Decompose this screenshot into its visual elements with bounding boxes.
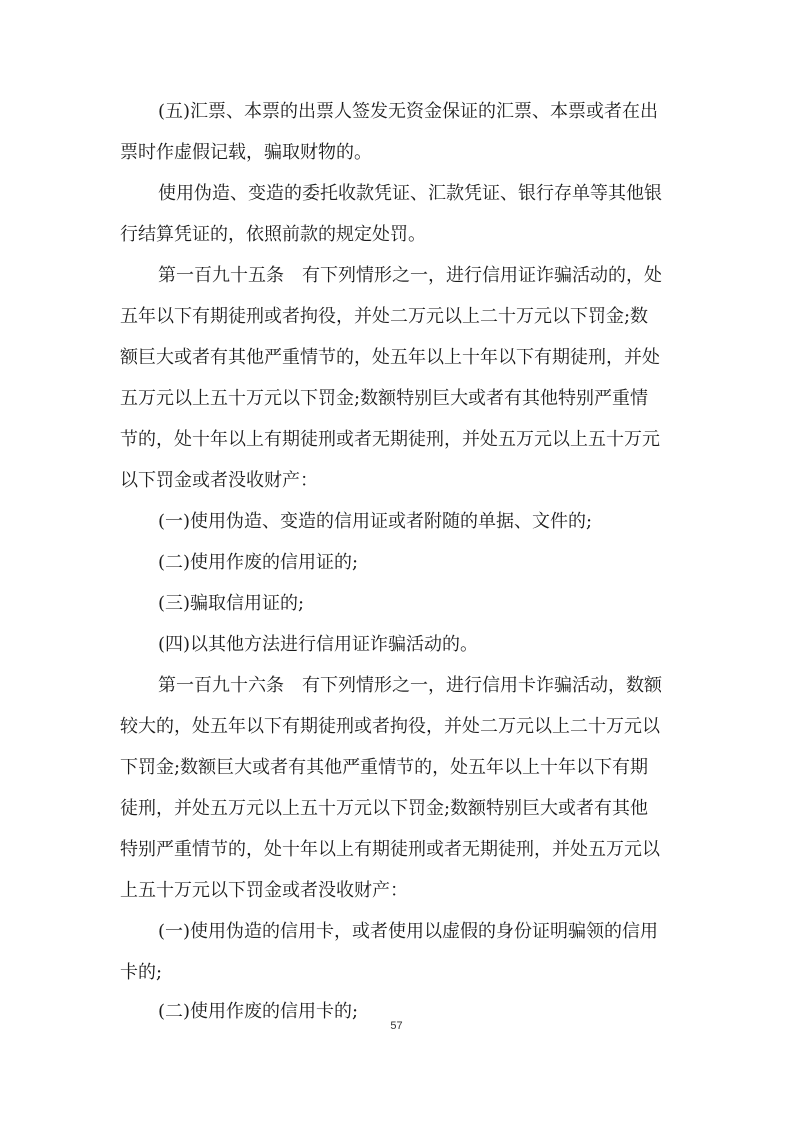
text-line: 下罚金;数额巨大或者有其他严重情节的，处五年以上十年以下有期 [120,757,649,778]
text-line: 额巨大或者有其他严重情节的，处五年以上十年以下有期徒刑，并处 [120,347,660,368]
text-line: 特别严重情节的，处十年以上有期徒刑或者无期徒刑，并处五万元以 [120,839,660,860]
text-line: 节的，处十年以上有期徒刑或者无期徒刑，并处五万元以上五十万元 [120,429,660,450]
text-line: (五)汇票、本票的出票人签发无资金保证的汇票、本票或者在出 [158,101,659,122]
list-item: (二)使用作废的信用证的; [158,552,359,573]
text-line: 卡的; [120,962,163,983]
text-line: 较大的，处五年以下有期徒刑或者拘役，并处二万元以上二十万元以 [120,716,660,737]
list-item: (一)使用伪造、变造的信用证或者附随的单据、文件的; [158,511,593,532]
text-line: 行结算凭证的，依照前款的规定处罚。 [120,224,426,245]
text-line: 使用伪造、变造的委托收款凭证、汇款凭证、银行存单等其他银 [158,183,662,204]
list-item: (二)使用作废的信用卡的; [158,1001,359,1022]
page-number: 57 [390,1020,403,1032]
text-line: 上五十万元以下罚金或者没收财产： [120,880,408,901]
list-item: (一)使用伪造的信用卡，或者使用以虚假的身份证明骗领的信用 [158,921,659,942]
article-196-heading-line: 第一百九十六条 有下列情形之一，进行信用卡诈骗活动，数额 [158,675,662,696]
list-item: (三)骗取信用证的; [158,593,305,614]
text-line: 以下罚金或者没收财产： [120,470,318,491]
text-line: 五年以下有期徒刑或者拘役，并处二万元以上二十万元以下罚金;数 [120,306,649,327]
article-195-heading-line: 第一百九十五条 有下列情形之一，进行信用证诈骗活动的，处 [158,265,662,286]
text-line: 徒刑，并处五万元以上五十万元以下罚金;数额特别巨大或者有其他 [120,798,649,819]
list-item: (四)以其他方法进行信用证诈骗活动的。 [158,634,479,655]
text-line: 五万元以上五十万元以下罚金;数额特别巨大或者有其他特别严重情 [120,388,649,409]
text-line: 票时作虚假记载，骗取财物的。 [120,142,372,163]
